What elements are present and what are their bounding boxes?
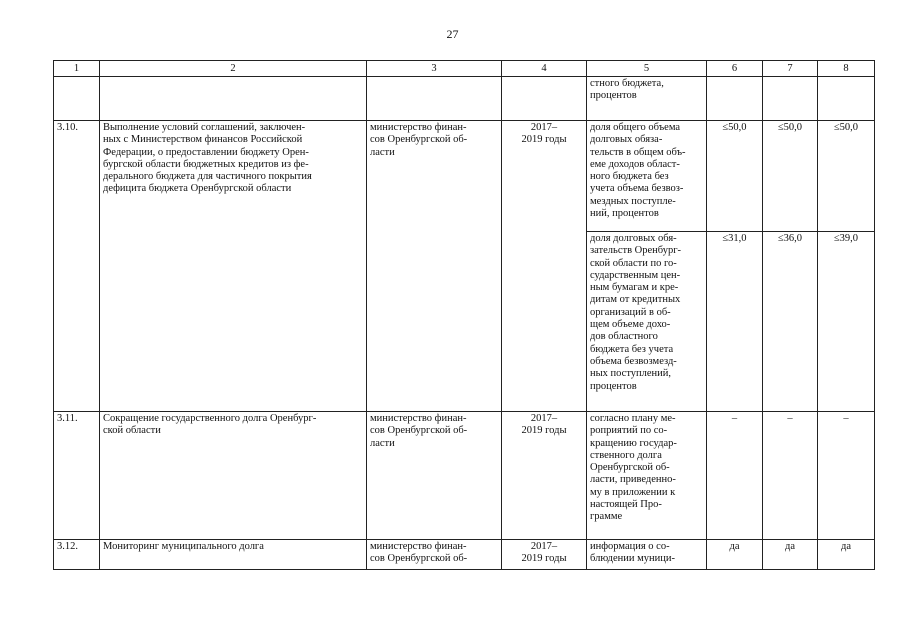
cell-period [502,77,587,121]
cell-value-2018 [763,77,818,121]
header-cell-4: 4 [502,61,587,77]
cell-value-2019: да [818,540,875,570]
header-cell-8: 8 [818,61,875,77]
cell-indicator: доля долговых обя- зательств Оренбург- ской области по го- сударственным цен- ным бумагам и кре- дитам от кредитных организаций в об- щем объеме дохо- дов областного бюджета без учета объема безвозмезд- ных поступлений, процентов [587,232,707,412]
table-row-3-10 [54,121,875,232]
cell-value-2018: ≤36,0 [763,232,818,412]
cell-num: 3.12. [54,540,100,570]
cell-value-2017: ≤50,0 [707,121,763,232]
page-number: 27 [446,27,459,41]
cell-num: 3.10. [54,121,100,412]
cell-event: Мониторинг муниципального долга [100,540,367,570]
cell-indicator: доля общего объема долговых обяза- тельств в общем объ- еме доходов област- ного бюджета без учета объема безвоз- мездных поступле- ний, процентов [587,121,707,232]
header-cell-6: 6 [707,61,763,77]
cell-executor: министерство финан- сов Оренбургской об- ласти [367,412,502,540]
cell-event: Выполнение условий соглашений, заключен- ных с Министерством финансов Российской Федерации, о предоставлении бюджету Орен- бургской области бюджетных кредитов из фе- дерального бюджета для частичного покрытия дефицита бюджета Оренбургской области [100,121,367,412]
cell-executor: министерство финан- сов Оренбургской об- [367,540,502,570]
cell-indicator: согласно плану ме- роприятий по со- кращению государ- ственного долга Оренбургской об- ласти, приведенно- му в приложении к настоящей Про- грамме [587,412,707,540]
cell-period: 2017– 2019 годы [502,540,587,570]
cell-value-2019: ≤39,0 [818,232,875,412]
header-row [54,61,875,77]
cell-indicator: стного бюджета, процентов [587,77,707,121]
cell-executor [367,77,502,121]
cell-period: 2017– 2019 годы [502,412,587,540]
header-cell-1: 1 [54,61,100,77]
cell-event [100,77,367,121]
cell-executor: министерство финан- сов Оренбургской об- ласти [367,121,502,412]
cell-value-2017: да [707,540,763,570]
cell-value-2019 [818,77,875,121]
cell-num: 3.11. [54,412,100,540]
table-row-continuation [54,77,875,121]
cell-event: Сокращение государственного долга Оренбург- ской области [100,412,367,540]
header-cell-2: 2 [100,61,367,77]
cell-value-2018: – [763,412,818,540]
header-cell-5: 5 [587,61,707,77]
cell-value-2017: ≤31,0 [707,232,763,412]
cell-num [54,77,100,121]
cell-indicator: информация о со- блюдении муници- [587,540,707,570]
cell-value-2019: ≤50,0 [818,121,875,232]
cell-value-2018: ≤50,0 [763,121,818,232]
table-row-3-11 [54,412,875,540]
header-cell-3: 3 [367,61,502,77]
program-table [53,60,875,570]
table-row-3-12 [54,540,875,570]
cell-value-2017 [707,77,763,121]
cell-period: 2017– 2019 годы [502,121,587,412]
header-cell-7: 7 [763,61,818,77]
cell-value-2018: да [763,540,818,570]
cell-value-2017: – [707,412,763,540]
cell-value-2019: – [818,412,875,540]
